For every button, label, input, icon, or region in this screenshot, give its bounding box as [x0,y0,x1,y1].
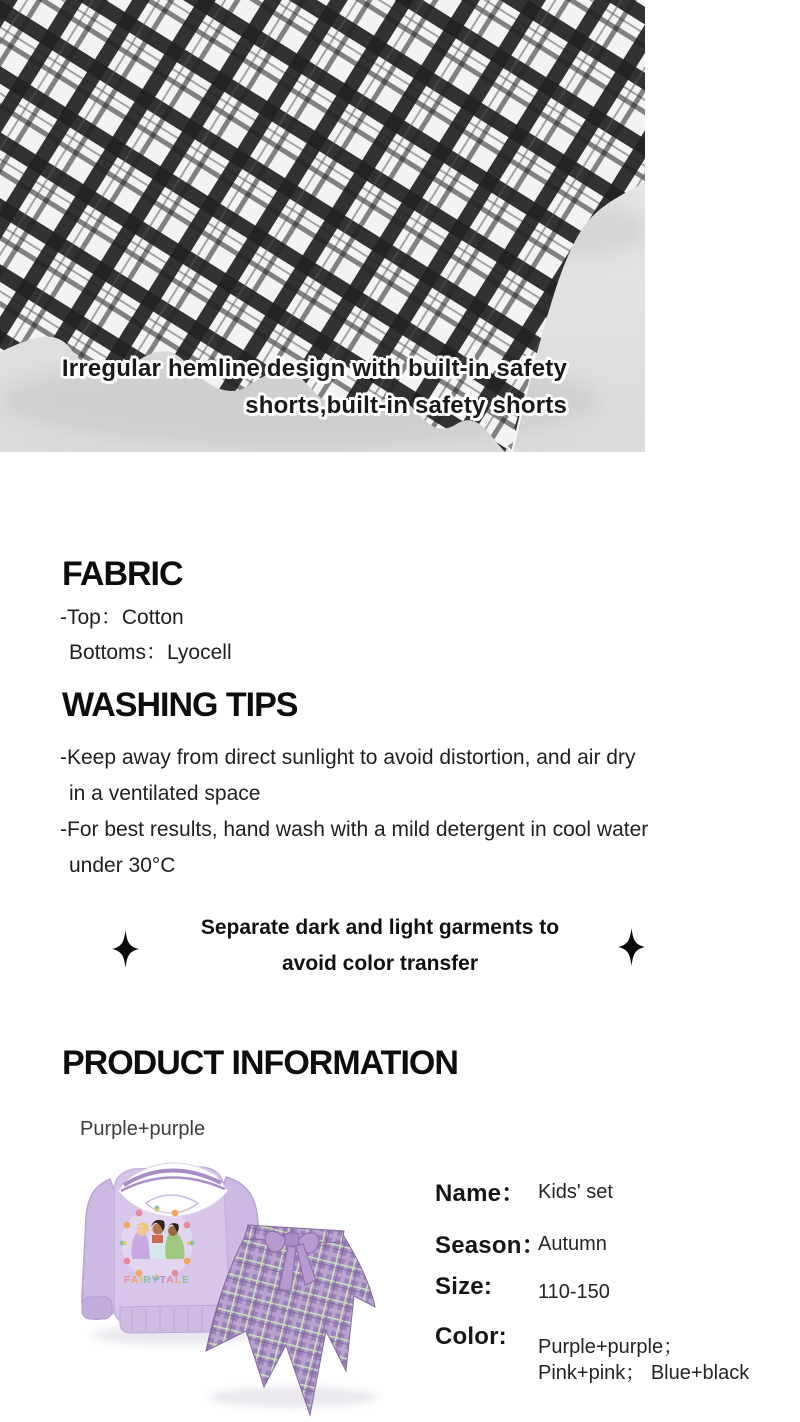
variant-label: Purple+purple [80,1118,206,1140]
fairytale-graphic-text: FAIRYTALE [123,1274,191,1286]
detail-label-season: Season： [435,1232,546,1259]
hero-photo [0,0,645,452]
washing-tip2-line1: -For best results, hand wash with a mild detergent in cool water [60,818,649,841]
washing-tip1-line1: -Keep away from direct sunlight to avoid distortion, and air dry [60,746,636,769]
product-information-heading: PRODUCT INFORMATION [62,1044,458,1082]
sparkle-icon [618,928,645,966]
product-set-image [58,1147,398,1419]
detail-value-name: Kids' set [538,1181,613,1203]
detail-label-color: Color: [435,1323,507,1350]
washing-tip2-line2: under 30°C [69,854,176,877]
detail-value-season: Autumn [538,1233,607,1255]
note-line2: avoid color transfer [281,952,479,975]
hero-caption-line2: shorts,built-in safety shorts [245,392,567,419]
hero-caption-line1: Irregular hemline design with built-in safety [61,355,567,382]
detail-label-size: Size: [435,1273,493,1300]
hero-caption [7,350,567,424]
fabric-bottoms-line: Bottoms：Lyocell [69,641,232,664]
washing-tip1-line2: in a ventilated space [69,782,261,805]
detail-value-color-line2: Pink+pink； Blue+black [538,1362,750,1384]
fabric-top-line: -Top：Cotton [60,606,184,629]
note-line1: Separate dark and light garments to [200,916,560,939]
detail-value-size: 110-150 [538,1281,610,1303]
fabric-heading: FABRIC [62,555,183,593]
detail-label-name: Name： [435,1180,526,1207]
washing-tips-heading: WASHING TIPS [62,686,298,724]
detail-value-color-line1: Purple+purple； [538,1336,684,1358]
